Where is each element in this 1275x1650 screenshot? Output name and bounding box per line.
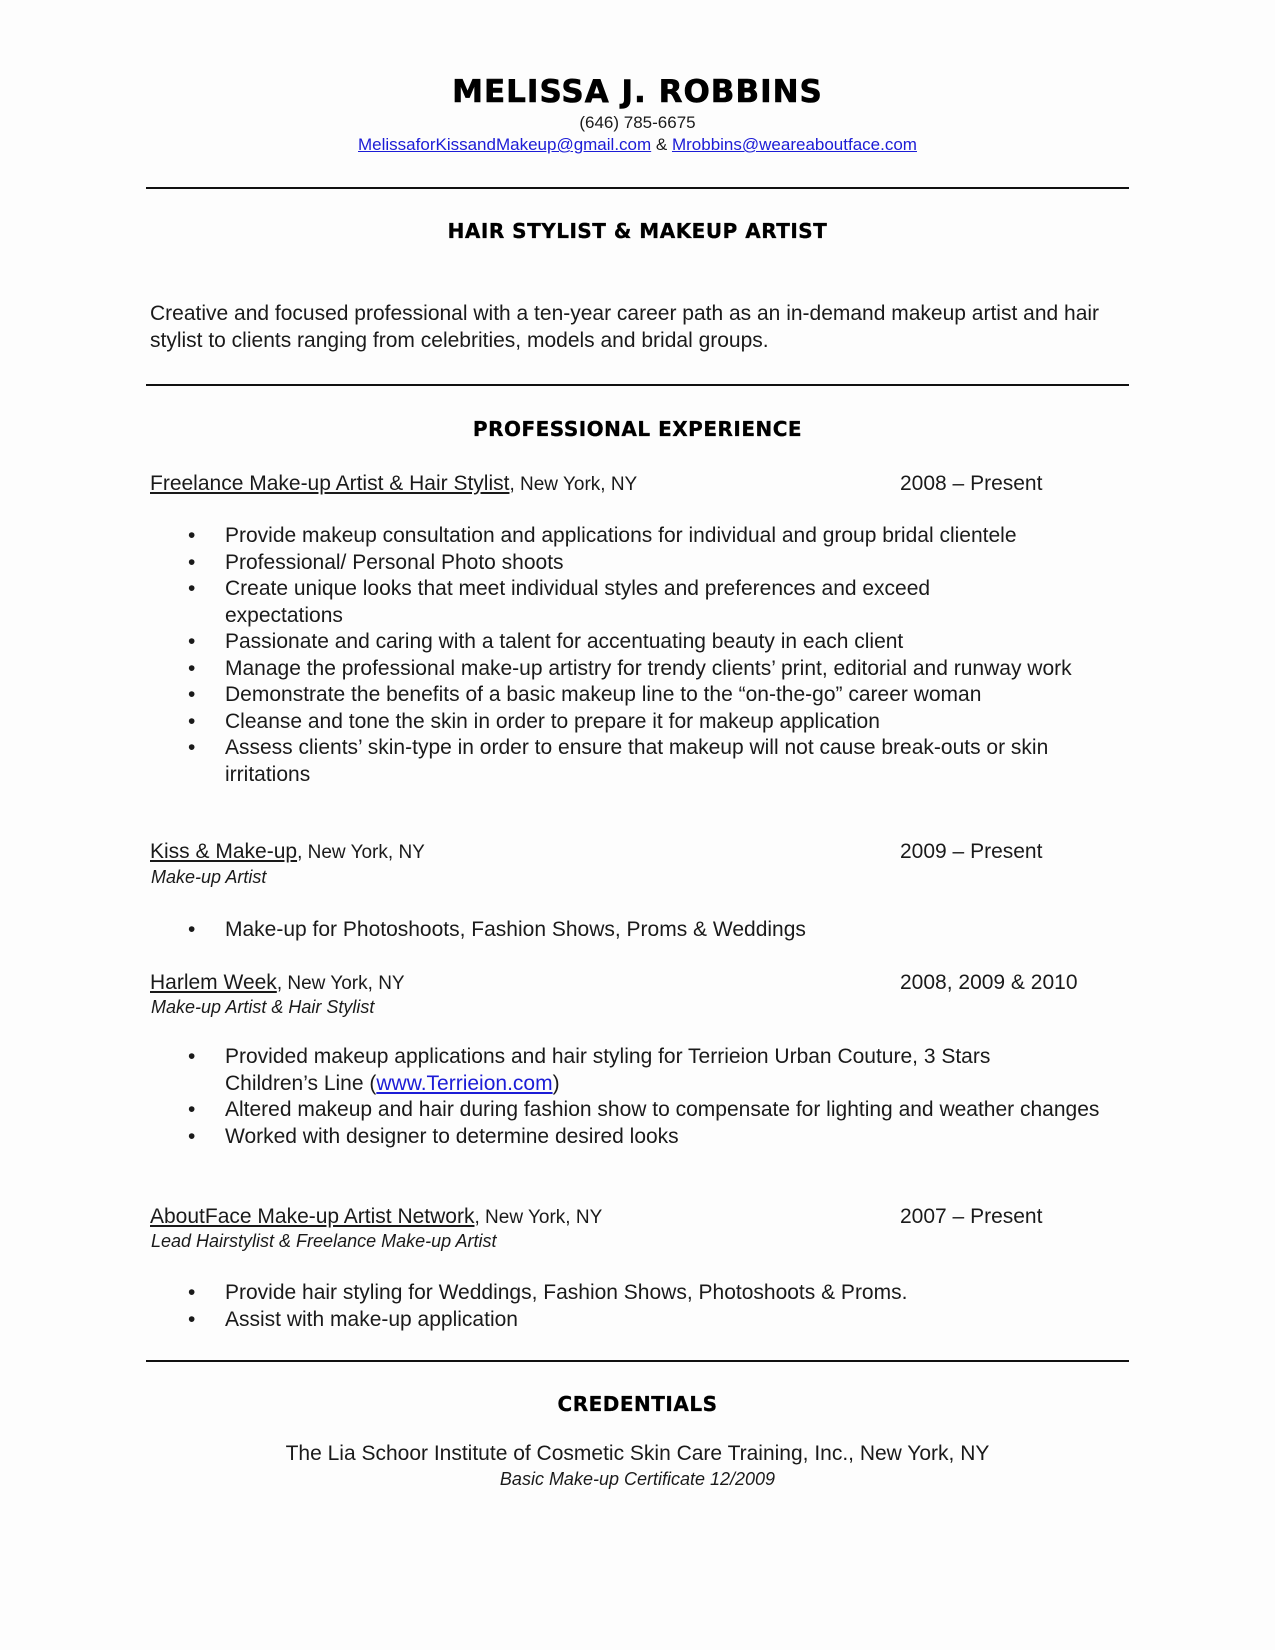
job-dates: 2008 – Present: [900, 472, 1043, 495]
list-item: • Professional/ Personal Photo shoots: [150, 550, 1130, 577]
list-item: • Cleanse and tone the skin in order to prepare it for makeup application: [150, 709, 1130, 736]
divider: [146, 1360, 1129, 1362]
email-link-personal[interactable]: MelissaforKissandMakeup@gmail.com: [358, 135, 652, 154]
list-item: • Provided makeup applications and hair styling for Terrieion Urban Couture, 3 Stars Children’s Line (www.Terrieion.com): [188, 1045, 991, 1095]
job-location: , New York, NY: [509, 474, 638, 495]
bullet-icon: •: [188, 683, 196, 706]
job-header: [150, 840, 425, 864]
bullet-icon: •: [188, 577, 196, 600]
section-title-credentials: CREDENTIALS: [557, 1392, 718, 1416]
list-item: • Assist with make-up application: [150, 1307, 1130, 1334]
job-role: Lead Hairstylist & Freelance Make-up Artist: [151, 1231, 497, 1251]
employer-name: Harlem Week: [150, 971, 277, 994]
job-header: [150, 971, 405, 995]
bullet-icon: •: [188, 524, 196, 547]
job-dates: 2009 – Present: [900, 840, 1043, 863]
list-item: • Worked with designer to determine desired looks: [150, 1124, 1130, 1151]
job-bullet-list: [150, 1280, 1130, 1333]
employer-name: Kiss & Make-up: [150, 840, 298, 863]
employer-name: Freelance Make-up Artist & Hair Stylist: [150, 472, 510, 495]
job-dates: 2007 – Present: [900, 1205, 1043, 1228]
divider: [146, 384, 1129, 386]
list-item: • Altered makeup and hair during fashion show to compensate for lighting and weather changes: [150, 1097, 1130, 1124]
job-dates: 2008, 2009 & 2010: [900, 971, 1078, 994]
job-bullet-list: [150, 1044, 1130, 1150]
credential-school: The Lia Schoor Institute of Cosmetic Skin Care Training, Inc., New York, NY: [285, 1442, 990, 1465]
website-link[interactable]: www.Terrieion.com: [376, 1071, 553, 1095]
list-item: • Manage the professional make-up artistry for trendy clients’ print, editorial and runway work: [150, 656, 1130, 683]
job-header: [150, 472, 637, 496]
list-item: • Create unique looks that meet individual styles and preferences and exceed expectations: [188, 577, 931, 627]
credential-certificate: Basic Make-up Certificate 12/2009: [499, 1469, 776, 1489]
email-line: [0, 135, 1275, 155]
bullet-icon: •: [188, 656, 196, 680]
bullet-icon: •: [188, 918, 196, 941]
divider: [146, 187, 1129, 189]
bullet-icon: •: [188, 630, 196, 653]
job-bullet-list: [150, 523, 1130, 788]
bullet-icon: •: [188, 1281, 196, 1304]
list-item: • Assess clients’ skin-type in order to ensure that makeup will not cause break-outs or skin irritations: [188, 736, 1049, 786]
list-item: • Make-up for Photoshoots, Fashion Shows, Proms & Weddings: [150, 917, 1130, 944]
job-bullet-list: [150, 917, 1130, 944]
employer-name: AboutFace Make-up Artist Network: [150, 1205, 475, 1228]
list-item: • Provide makeup consultation and applications for individual and group bridal clientele: [150, 523, 1130, 550]
job-location: , New York, NY: [474, 1207, 603, 1228]
email-link-work[interactable]: Mrobbins@weareaboutface.com: [671, 135, 917, 154]
bullet-icon: •: [188, 736, 196, 759]
bullet-icon: •: [188, 1045, 196, 1068]
bullet-icon: •: [188, 709, 196, 733]
job-role: Make-up Artist & Hair Stylist: [151, 997, 375, 1017]
job-location: , New York, NY: [276, 973, 405, 994]
bullet-icon: •: [188, 1098, 196, 1121]
email-separator: &: [651, 135, 672, 154]
headline: HAIR STYLIST & MAKEUP ARTIST: [447, 219, 828, 243]
job-header: [150, 1205, 602, 1229]
bullet-icon: •: [188, 550, 196, 574]
list-item: • Provide hair styling for Weddings, Fashion Shows, Photoshoots & Proms.: [150, 1280, 1130, 1307]
phone-number: (646) 785-6675: [579, 113, 696, 132]
job-role: Make-up Artist: [151, 867, 267, 887]
bullet-icon: •: [188, 1124, 196, 1148]
candidate-name: MELISSA J. ROBBINS: [452, 74, 823, 110]
list-item: • Passionate and caring with a talent for accentuating beauty in each client: [150, 629, 1130, 656]
list-item: • Demonstrate the benefits of a basic makeup line to the “on-the-go” career woman: [150, 682, 1130, 709]
summary-paragraph: Creative and focused professional with a ten-year career path as an in-demand makeup artist and hair stylist to clients ranging from celebrities, models and bridal groups.: [150, 302, 1100, 352]
section-title-experience: PROFESSIONAL EXPERIENCE: [472, 417, 803, 441]
bullet-icon: •: [188, 1307, 196, 1331]
job-location: , New York, NY: [297, 842, 425, 863]
